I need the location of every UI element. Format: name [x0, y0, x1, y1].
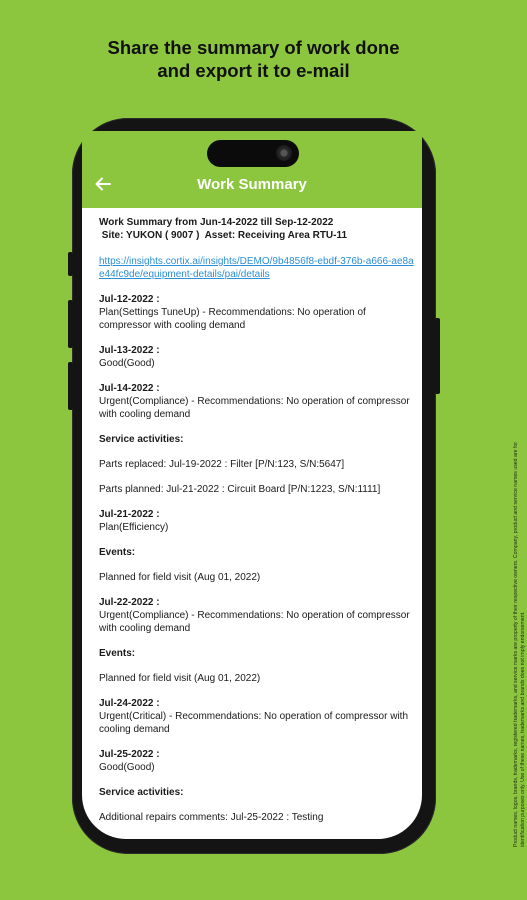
parts-planned-text: Parts planned: Jul-21-2022 : Circuit Board [P/N:1223, S/N:1111]	[99, 484, 381, 495]
entry-date: Jul-22-2022 :	[99, 597, 160, 608]
entry-date: Jul-24-2022 :	[99, 698, 160, 709]
entry-date: Jul-13-2022 :	[99, 345, 160, 356]
event-text: Planned for field visit (Aug 01, 2022)	[99, 673, 261, 684]
camera-icon	[276, 145, 292, 161]
events-heading: Events:	[99, 648, 136, 659]
entry-jul-12	[99, 293, 417, 332]
promo-headline	[0, 36, 507, 82]
entry-jul-21	[99, 508, 417, 534]
promo-headline-line2: and export it to e-mail	[157, 60, 350, 81]
summary-header-line2: Site: YUKON ( 9007 ) Asset: Receiving Area RTU-11	[99, 230, 348, 241]
phone-power-button	[435, 318, 440, 394]
entry-jul-22	[99, 596, 417, 635]
trademark-disclaimer: Product names, logos, brands, trademarks, registered trademarks, and service marks are property of their respective owners. Company, product and service names used are for identification purposes only. Use of these names, trademarks and brands does not imply endorsement.	[513, 442, 526, 847]
entry-text: Good(Good)	[99, 762, 155, 773]
entry-text: Urgent(Compliance) - Recommendations: No operation of compressor with cooling demand	[99, 396, 410, 420]
service-activities-heading: Service activities:	[99, 434, 184, 445]
phone-action-button	[68, 252, 73, 276]
entry-text: Urgent(Compliance) - Recommendations: No operation of compressor with cooling demand	[99, 610, 410, 634]
entry-jul-13	[99, 344, 417, 370]
phone-volume-down-button	[68, 362, 73, 410]
event-text: Planned for field visit (Aug 01, 2022)	[99, 572, 261, 583]
phone-volume-up-button	[68, 300, 73, 348]
equipment-details-link[interactable]: https://insights.cortix.ai/insights/DEMO/9b4856f8-ebdf-376b-a666-ae8ae44fc9de/equipment-details/pai/details	[99, 256, 414, 280]
work-summary-content	[99, 216, 417, 824]
entry-date: Jul-25-2022 :	[99, 749, 160, 760]
additional-repairs-text: Additional repairs comments: Jul-25-2022 : Testing	[99, 812, 324, 823]
promo-headline-line1: Share the summary of work done	[107, 37, 400, 58]
entry-jul-25	[99, 748, 417, 774]
entry-jul-14	[99, 382, 417, 421]
entry-text: Plan(Settings TuneUp) - Recommendations: No operation of compressor with cooling demand	[99, 307, 366, 331]
page-title: Work Summary	[197, 176, 307, 193]
events-heading: Events:	[99, 547, 136, 558]
entry-jul-24	[99, 697, 417, 736]
entry-text: Plan(Efficiency)	[99, 522, 169, 533]
entry-date: Jul-14-2022 :	[99, 383, 160, 394]
summary-header-line1: Work Summary from Jun-14-2022 till Sep-12-2022	[99, 217, 334, 228]
dynamic-island	[207, 140, 299, 167]
entry-date: Jul-21-2022 :	[99, 509, 160, 520]
service-activities-heading: Service activities:	[99, 787, 184, 798]
app-bar	[82, 131, 422, 208]
entry-date: Jul-12-2022 :	[99, 294, 160, 305]
entry-text: Urgent(Critical) - Recommendations: No operation of compressor with cooling demand	[99, 711, 409, 735]
parts-replaced-text: Parts replaced: Jul-19-2022 : Filter [P/N:123, S/N:5647]	[99, 459, 345, 470]
entry-text: Good(Good)	[99, 358, 155, 369]
phone-screen	[82, 131, 422, 839]
